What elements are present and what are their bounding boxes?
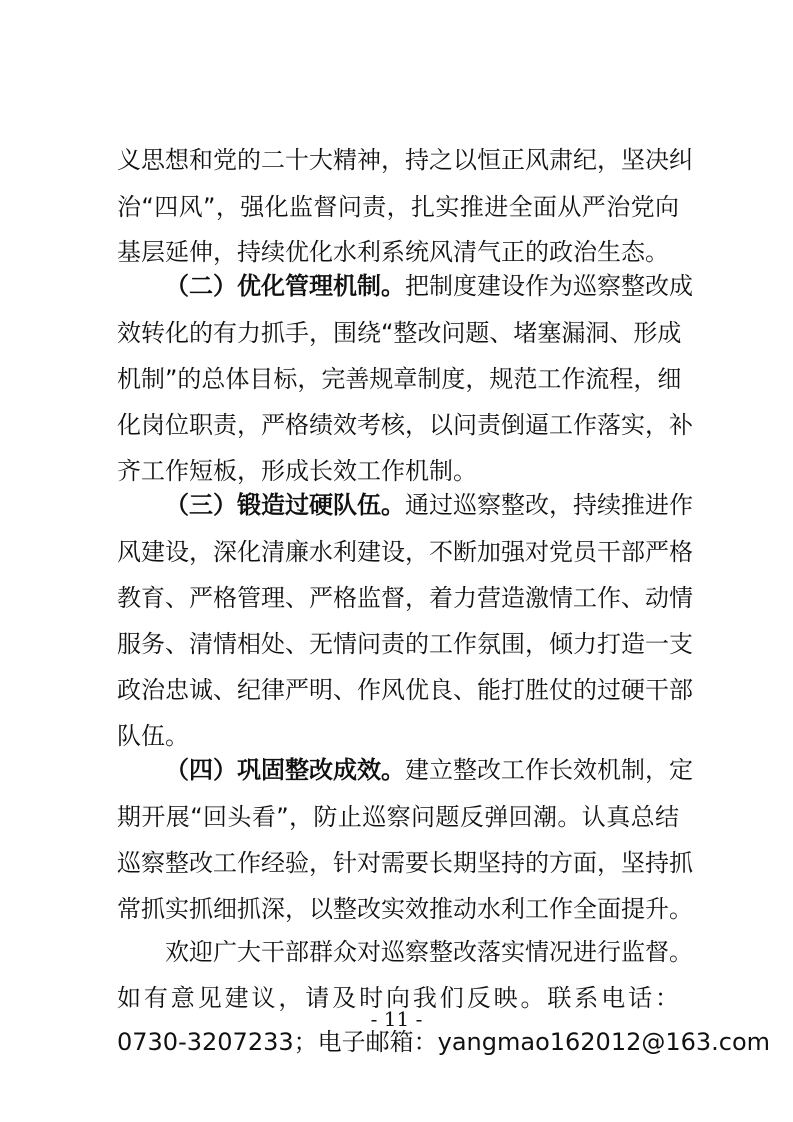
section-heading-line: [165, 750, 693, 790]
body-text-line: 常抓实抓细抓深，以整改实效推动水利工作全面提升。: [117, 895, 693, 923]
page-number: - 11 -: [370, 1007, 423, 1031]
body-text-line: 基层延伸，持续优化水利系统风清气正的政治生态。: [117, 238, 669, 266]
body-text-line: 效转化的有力抓手，围绕“整改问题、堵塞漏洞、形成: [117, 319, 682, 347]
contact-info-line: 0730-3207233；电子邮箱：yangmao162012@163.com: [117, 1028, 771, 1056]
body-text-line: 队伍。: [117, 722, 189, 750]
body-text-line: 化岗位职责，严格绩效考核，以问责倒逼工作落实，补: [117, 411, 693, 439]
body-text-line: 教育、严格管理、严格监督，着力营造激情工作、动情: [117, 584, 693, 612]
section-heading: （四）巩固整改成效。: [165, 756, 405, 784]
section-heading-line: [165, 485, 693, 525]
closing-text-line: 如有意见建议，请及时向我们反映。联系电话：: [117, 984, 679, 1012]
body-text-line: 期开展“回头看”，防止巡察问题反弹回潮。认真总结: [117, 803, 679, 831]
body-text-line: 服务、清情相处、无情问责的工作氛围，倾力打造一支: [117, 630, 693, 658]
section-heading-line: [165, 266, 693, 306]
body-text-line: 风建设，深化清廉水利建设，不断加强对党员干部严格: [117, 538, 693, 566]
section-text: 把制度建设作为巡察整改成: [405, 272, 693, 300]
section-text: 通过巡察整改，持续推进作: [405, 491, 693, 519]
body-text-line: 政治忠诚、纪律严明、作风优良、能打胜仗的过硬干部: [117, 676, 693, 704]
body-text-line: 巡察整改工作经验，针对需要长期坚持的方面，坚持抓: [117, 849, 693, 877]
body-text-line: 齐工作短板，形成长效工作机制。: [117, 457, 477, 485]
section-text: 建立整改工作长效机制，定: [405, 756, 693, 784]
closing-text-line: 欢迎广大干部群众对巡察整改落实情况进行监督。: [165, 938, 693, 966]
body-text-line: 义思想和党的二十大精神，持之以恒正风肃纪，坚决纠: [117, 146, 693, 174]
section-heading: （三）锻造过硬队伍。: [165, 491, 405, 519]
body-text-line: 机制”的总体目标，完善规章制度，规范工作流程，细: [117, 365, 682, 393]
section-heading: （二）优化管理机制。: [165, 272, 405, 300]
body-text-line: 治“四风”，强化监督问责，扎实推进全面从严治党向: [117, 193, 679, 221]
